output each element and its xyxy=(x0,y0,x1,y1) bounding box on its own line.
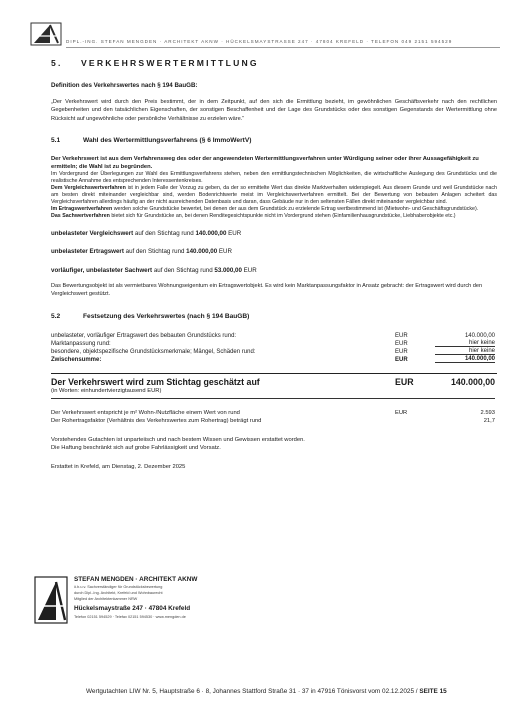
market-value-result xyxy=(51,373,497,399)
per-sqm-currency: EUR xyxy=(395,410,408,417)
definition-quote: „Der Verkehrswert wird durch den Preis bestimmt, der in dem Zeitpunkt, auf den sich die Ermittlung bezieht, im gewöhnlichen Geschäftsverkehr nach den rechtlichen Gegebenheiten und den tatsächlichen Eigenschaften, der sonstigen Beschaffenheit und der Lage des Grundstücks oder des sonstigen Gegenstands der Wertermittlung ohne Rücksicht auf ungewöhnliche oder persönliche Verhältnisse zu erzielen wäre.“ xyxy=(51,99,497,122)
ertragswert-amount: 140.000,00 xyxy=(186,247,218,255)
row-currency: EUR xyxy=(395,340,408,347)
sachwert-currency: EUR xyxy=(241,266,257,274)
subsection-number: 5.2 xyxy=(51,312,61,320)
result-rule xyxy=(51,398,495,399)
gross-rent-factor-label: Der Rohertragsfaktor (Verhältnis des Verkehrswertes zum Rohertrag) beträgt rund xyxy=(51,418,262,425)
vergleichswert-amount: 140.000,00 xyxy=(195,229,227,237)
valuation-table xyxy=(51,331,495,364)
ratio-table xyxy=(51,409,495,425)
row-amount: hier keine xyxy=(435,339,495,347)
stamp-address: Hückelsmaystraße 247 · 47804 Krefeld xyxy=(74,605,191,612)
valuation-note: Das Bewertungsobjekt ist als vermietbares Wohnungseigentum ein Ertragswertobjekt. Es wird kein Marktanpassungsfaktor in Ansatz gebracht: der Ertragswert wird durch den Vergleichswert gestützt. xyxy=(51,282,483,297)
section-title: VERKEHRSWERTERMITTLUNG xyxy=(81,58,259,68)
vergleichswert-term: Dem Vergleichswertverfahren xyxy=(51,185,126,192)
place-and-date: Erstattet in Krefeld, am Dienstag, 2. Dezember 2025 xyxy=(51,463,186,470)
architect-stamp xyxy=(34,574,244,626)
sachwert-mid: auf den Stichtag rund xyxy=(152,266,215,274)
sachwert-term: Das Sachwertverfahren xyxy=(51,212,110,219)
result-currency: EUR xyxy=(395,377,414,388)
subsection-5-1-heading xyxy=(51,137,497,144)
sachwert-text: bietet sich für Grundstücke an, bei denen Renditegesichtspunkte nicht im Vordergrund stehen (Einfamilienhausgrundstücke, Liebhaberobjekte etc.) xyxy=(109,212,456,219)
per-sqm-label: Der Verkehrswert entspricht je m² Wohn-/Nutzfläche einem Wert von rund xyxy=(51,410,240,417)
definition-heading: Definition des Verkehrswertes nach § 194 BauGB: xyxy=(51,82,198,89)
stamp-name: STEFAN MENGDEN · ARCHITEKT AKNW xyxy=(74,576,198,583)
letterhead-rule xyxy=(66,47,500,48)
subtotal-currency: EUR xyxy=(395,356,408,363)
letterhead xyxy=(30,22,500,48)
sachwert-paragraph xyxy=(51,213,497,220)
sachwert-label: vorläufiger, unbelasteter Sachwert xyxy=(51,266,153,274)
row-label: unbelasteter, vorläufiger Ertragswert des bebauten Grundstücks rund: xyxy=(51,332,237,339)
closing-line: Vorstehendes Gutachten ist unparteiisch und nach bestem Wissen und Gewissen erstattet worden. xyxy=(51,437,305,444)
row-currency: EUR xyxy=(395,332,408,339)
subsection-5-2-heading xyxy=(51,313,497,320)
ertragswert-currency: EUR xyxy=(217,247,232,255)
vergleichswert-text: ist in jedem Falle der Vorzug zu geben, da der so ermittelte Wert das direkte Marktverhalten widerspiegelt. Aus diesem Grunde und weil Grundstücke nach am besten direkt miteinander vergleichbar sind, werden Bodenrichtwerte meist im Vergleichswertverfahren ermittelt. Bei der Bewertung von bebauten Anlagen scheitert das Vergleichsverfahren allerdings häufig an der nicht ausreichenden Datenbasis und daran, dass Gebäude nur in den seltensten Fällen direkt miteinander vergleichbar sind. xyxy=(51,185,497,206)
result-in-words: (in Worten: einhundertvierzigtausend EUR) xyxy=(51,388,162,395)
stamp-line: durch Dipl.-Ing. Architekt, Krefeld und Wohnbaurecht xyxy=(74,591,163,595)
letterhead-text: DIPL.-ING. STEFAN MENGDEN · ARCHITEKT AKNW · HÜCKELSMAYSTRASSE 247 · 47804 KREFELD · TELEFON 049 2151 594529 xyxy=(66,39,453,44)
per-sqm-amount: 2.593 xyxy=(480,410,495,417)
table-row xyxy=(51,409,495,417)
architect-logo-icon xyxy=(30,22,62,46)
vergleichswert-line xyxy=(51,230,497,237)
row-amount: hier keine xyxy=(435,347,495,355)
subsection-number: 5.1 xyxy=(51,137,61,145)
subtotal-label: Zwischensumme: xyxy=(51,356,102,363)
stamp-line: Telefon 02151 594529 · Telefax 02151 594530 · www.mengden.de xyxy=(74,615,186,619)
stamp-line: ö.b.u.v. Sachverständiger für Grundstücksbewertung xyxy=(74,585,163,589)
sachwert-amount: 53.000,00 xyxy=(214,266,242,274)
ertragswert-paragraph xyxy=(51,206,497,213)
page-footer xyxy=(86,688,447,695)
ertragswert-mid: auf den Stichtag rund xyxy=(123,247,187,255)
sachwert-line xyxy=(51,267,497,274)
footer-text: Wertgutachten LIW Nr. 5, Hauptstraße 6 · 8, Johannes Stattford Straße 31 · 37 in 47916 Tönisvorst vom 02.12.2025 / xyxy=(86,688,420,695)
vergleichswert-currency: EUR xyxy=(226,229,242,237)
method-lead: Der Verkehrswert ist aus dem Verfahrensweg des oder der angewendeten Wertermittlungsverfahren unter Würdigung seiner oder ihrer Aussagefähigkeit zu ermitteln; die Wahl ist zu begründen. xyxy=(51,156,479,170)
method-paragraph: Im Vordergrund der Überlegungen zur Wahl des Ermittlungsverfahrens stehen, neben den ermittlungstechnischen Möglichkeiten, die wirtschaftliche Auslegung des Grundstücks und die realistische Annahme des entsprechenden Interessentenkreises. xyxy=(51,171,497,185)
page-content xyxy=(51,58,497,470)
row-label: besondere, objektspezifische Grundstücksmerkmale; Mängel, Schäden rund: xyxy=(51,348,256,355)
subtotal-amount: 140.000,00 xyxy=(435,355,495,363)
subsection-title: Festsetzung des Verkehrswertes (nach § 194 BauGB) xyxy=(83,312,250,320)
result-label: Der Verkehrswert wird zum Stichtag geschätzt auf xyxy=(51,377,260,388)
result-amount: 140.000,00 xyxy=(450,377,495,388)
table-row xyxy=(51,347,495,355)
vergleichswert-label: unbelasteter Vergleichswert xyxy=(51,229,134,237)
ertragswert-text: werden solche Grundstücke bewertet, bei denen der aus dem Grundstück zu erzielende Ertrag wertbestimmend ist (Mietwohn- und Geschäftsgrundstücke). xyxy=(112,205,479,212)
closing-statement xyxy=(51,436,497,452)
section-number: 5. xyxy=(51,58,63,68)
table-row xyxy=(51,339,495,347)
vergleichswert-mid: auf den Stichtag rund xyxy=(133,229,196,237)
subtotal-row xyxy=(51,355,495,363)
ertragswert-line xyxy=(51,248,497,255)
closing-line: Die Haftung beschränkt sich auf grobe Fahrlässigkeit und Vorsatz. xyxy=(51,445,221,452)
row-label: Marktanpassung rund: xyxy=(51,340,111,347)
section-heading xyxy=(51,58,497,70)
ertragswert-label: unbelasteter Ertragswert xyxy=(51,247,124,255)
subsection-title: Wahl des Wertermittlungsverfahrens (§ 6 ImmoWertV) xyxy=(83,137,252,145)
page-number: SEITE 15 xyxy=(419,688,447,695)
table-row xyxy=(51,331,495,339)
stamp-logo-icon xyxy=(34,576,68,624)
vergleichswert-paragraph xyxy=(51,185,497,206)
result-row xyxy=(51,377,497,387)
gross-rent-factor-value: 21,7 xyxy=(483,418,495,425)
table-row xyxy=(51,417,495,425)
row-currency: EUR xyxy=(395,348,408,355)
stamp-line: Mitglied der Architektenkammer NRW xyxy=(74,597,138,601)
ertragswert-term: Im Ertragswertverfahren xyxy=(51,205,113,212)
row-amount: 140.000,00 xyxy=(464,332,495,339)
